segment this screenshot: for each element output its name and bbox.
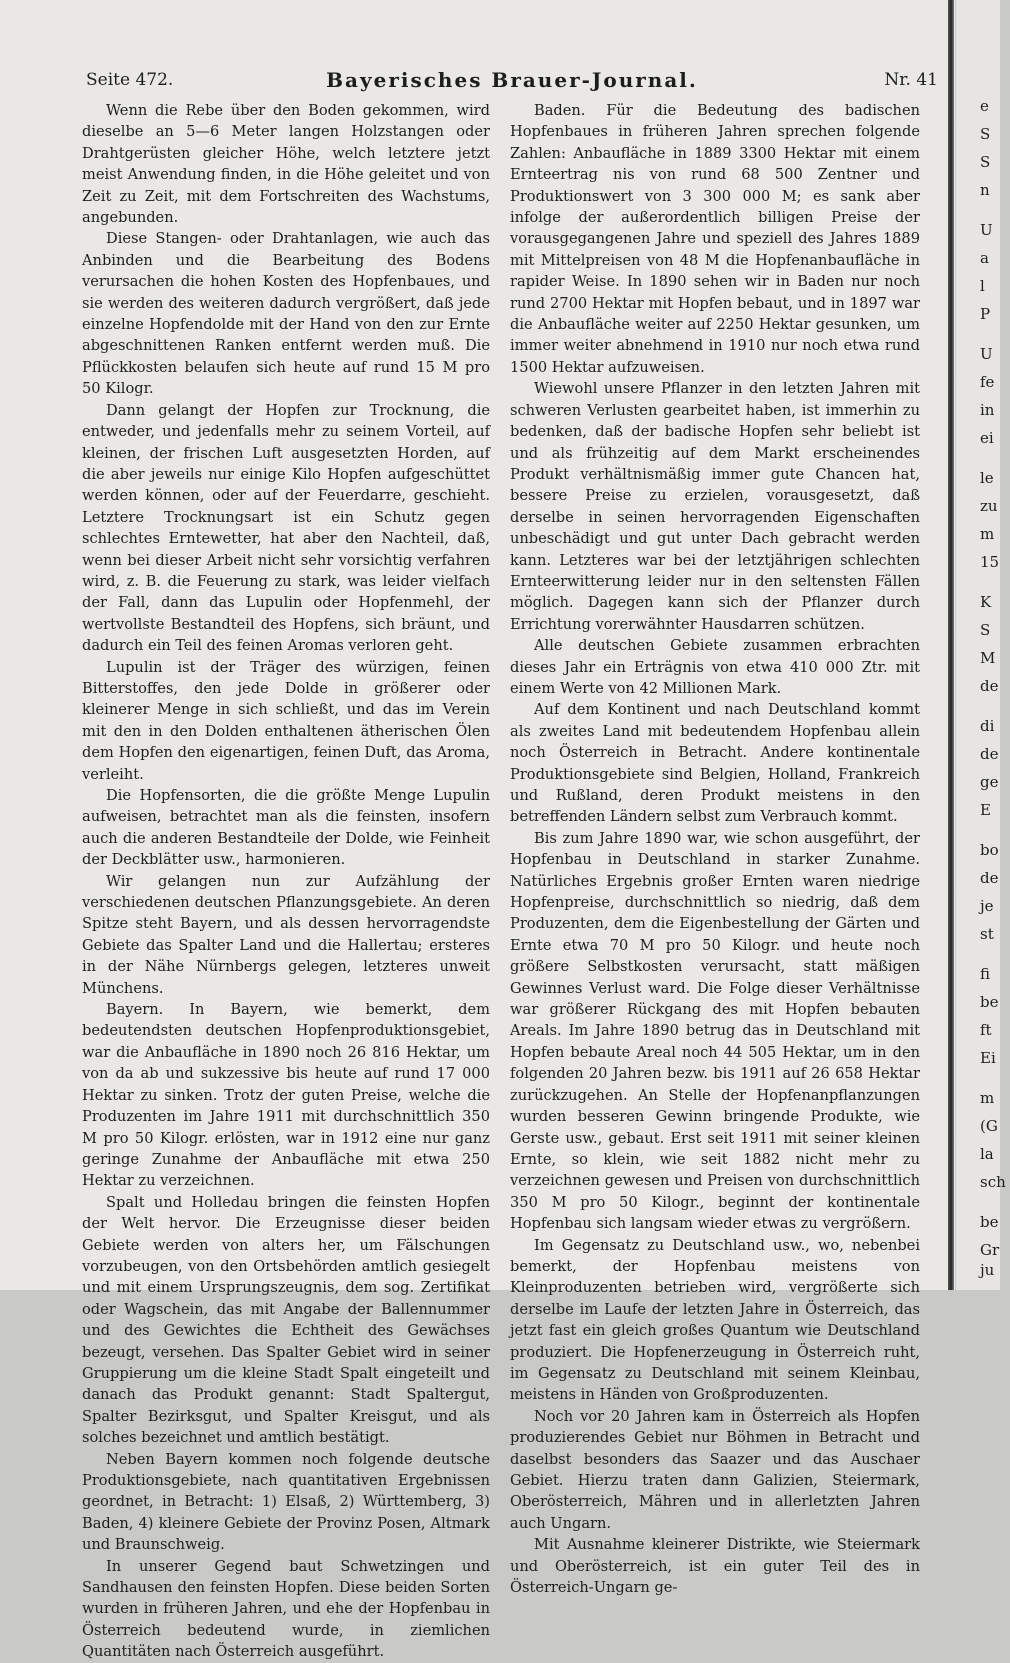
adjacent-page-fragment: Gr bbox=[980, 1241, 1000, 1259]
adjacent-page-fragment: di bbox=[980, 717, 995, 735]
paragraph: Neben Bayern kommen noch folgende deutsche Produktionsgebiete, nach quantitativen Ergebnissen geordnet, in Betracht: 1) Elsaß, 2) Württemberg, 3) Baden, 4) kleinere Gebiete der Provinz Posen, Altmark und Braunschweig. bbox=[82, 1450, 490, 1554]
adjacent-page-fragment: m bbox=[980, 1089, 995, 1107]
paragraph: Wiewohl unsere Pflanzer in den letzten Jahren mit schweren Verlusten gearbeitet haben, ist immerhin zu bedenken, daß der badische Hopfen sehr beliebt ist und als frühzeitig auf dem Markt erscheinendes Produkt verhältnismäßig immer gute Chancen hat, bessere Preise zu erzielen, vorausgesetzt, daß derselbe in seinen hervorragenden Eigenschaften unbeschädigt und gut unter Dach gebracht werden kann. Letzteres war bei der letztjährigen schlechten Ernteerwitterung leider nur in den seltensten Fällen möglich. Dagegen kann sich der Pflanzer durch Errichtung vorerwähnter Hausdarren schützen. bbox=[510, 380, 920, 633]
adjacent-page-fragment: de bbox=[980, 869, 999, 887]
paragraph: Alle deutschen Gebiete zusammen erbrachten dieses Jahr ein Erträgnis von etwa 410 000 Ztr. mit einem Werte von 42 Millionen Mark. bbox=[510, 637, 920, 697]
paragraph: Lupulin ist der Träger des würzigen, feinen Bitterstoffes, den jede Dolde in größerer oder kleinerer Menge in sich schließt, und das im Verein mit den in den Dolden enthaltenen ätherischen Ölen dem Hopfen den eigenartigen, feinen Duft, das Aroma, verleiht. bbox=[82, 658, 490, 783]
issue-number: Nr. 41 bbox=[884, 70, 938, 90]
page-number: Seite 472. bbox=[86, 70, 174, 90]
adjacent-page-fragment: K bbox=[980, 593, 992, 611]
adjacent-page-fragment: ju bbox=[980, 1261, 995, 1279]
adjacent-page-fragment: in bbox=[980, 401, 995, 419]
adjacent-page-fragment: M bbox=[980, 649, 996, 667]
adjacent-page-fragment: P bbox=[980, 305, 991, 323]
adjacent-page-fragment: fe bbox=[980, 373, 995, 391]
adjacent-page-fragment: l bbox=[980, 277, 985, 295]
adjacent-page-fragment: sch bbox=[980, 1173, 1006, 1191]
adjacent-page-fragment: ge bbox=[980, 773, 999, 791]
adjacent-page-fragment: Ei bbox=[980, 1049, 996, 1067]
adjacent-page-fragment: U bbox=[980, 221, 993, 239]
adjacent-page-fragment: a bbox=[980, 249, 989, 267]
adjacent-page-fragment: bo bbox=[980, 841, 999, 859]
adjacent-page-fragment: U bbox=[980, 345, 993, 363]
paragraph: Dann gelangt der Hopfen zur Trocknung, die entweder, und jedenfalls mehr zu seinem Vorteil, auf kleinen, der frischen Luft ausgesetzten Horden, auf die aber jeweils nur einige Kilo Hopfen aufgeschüttet werden können, oder auf der Feuerdarre, geschieht. Letztere Trocknungsart ist ein Schutz gegen schlechtes Erntewetter, hat aber den Nachteil, daß, wenn bei dieser Arbeit nicht sehr vorsichtig verfahren wird, z. B. die Feuerung zu stark, was leider vielfach der Fall, dann das Lupulin oder Hopfenmehl, der wertvollste Bestandteil des Hopfens, sich bräunt, und dadurch ein Teil des feinen Aromas verloren geht. bbox=[82, 401, 490, 655]
paragraph: Spalt und Holledau bringen die feinsten Hopfen der Welt hervor. Die Erzeugnisse dieser beiden Gebiete werden von alters her, um Fälschungen vorzubeugen, von den Ortsbehörden amtlich gesiegelt und mit einem Ursprungszeugnis, dem sog. Zertifikat oder Wagschein, das mit Angabe der Ballennummer und des Gewichtes die Echtheit des Gewächses bezeugt, versehen. Das Spalter Gebiet wird in seiner Gruppierung um die kleine Stadt Spalt eingeteilt und danach das Produkt genannt: Stadt Spaltergut, Spalter Bezirksgut, und Spalter Kreisgut, und als solches bezeichnet und amtlich bestätigt. bbox=[82, 1193, 490, 1447]
journal-title: Bayerisches Brauer-Journal. bbox=[326, 68, 698, 92]
paragraph: Wir gelangen nun zur Aufzählung der verschiedenen deutschen Pflanzungsgebiete. An deren Spitze steht Bayern, und als dessen hervorragendste Gebiete das Spalter Land und die Hallertau; ersteres in der Nähe Nürnbergs gelegen, letzteres unweit Münchens. bbox=[82, 872, 490, 997]
paragraph: Wenn die Rebe über den Boden gekommen, wird dieselbe an 5—6 Meter langen Holzstangen oder Drahtgerüsten gleicher Höhe, welch letztere jetzt meist Anwendung finden, in die Höhe geleitet und von Zeit zu Zeit, mit dem Fortschreiten des Wachstums, angebunden. bbox=[82, 102, 490, 227]
adjacent-page-fragment: le bbox=[980, 469, 994, 487]
paragraph: Mit Ausnahme kleinerer Distrikte, wie Steiermark und Oberösterreich, ist ein guter Teil des in Österreich-Ungarn ge- bbox=[510, 1536, 920, 1597]
right-column bbox=[510, 100, 920, 1598]
paragraph: Die Hopfensorten, die die größte Menge Lupulin aufweisen, betrachtet man als die feinsten, insofern auch die anderen Bestandteile der Dolde, wie Feinheit der Deckblätter usw., harmonieren. bbox=[82, 787, 490, 869]
adjacent-page-fragment: (G bbox=[980, 1117, 998, 1135]
adjacent-page-fragment: m bbox=[980, 525, 995, 543]
adjacent-page-fragment: de bbox=[980, 745, 999, 763]
adjacent-page-edge bbox=[956, 0, 1006, 1290]
page-header bbox=[86, 70, 938, 94]
adjacent-page-fragment: st bbox=[980, 925, 994, 943]
adjacent-page-fragment: de bbox=[980, 677, 999, 695]
adjacent-page-fragment: je bbox=[980, 897, 994, 915]
page-fold-shadow bbox=[948, 0, 954, 1290]
adjacent-page-fragment: 15 bbox=[980, 553, 1000, 571]
adjacent-page-fragment: S bbox=[980, 125, 991, 143]
adjacent-page-fragment: S bbox=[980, 621, 991, 639]
paragraph: Im Gegensatz zu Deutschland usw., wo, nebenbei bemerkt, der Hopfenbau meistens von Kleinproduzenten betrieben wird, vergrößerte sich derselbe im Laufe der letzten Jahre in Österreich, das jetzt fast ein gleich großes Quantum wie Deutschland produziert. Die Hopfenerzeugung in Österreich ruht, im Gegensatz zu Deutschland mit seinem Kleinbau, meistens in Händen von Großproduzenten. bbox=[510, 1236, 920, 1404]
paragraph: In unserer Gegend baut Schwetzingen und Sandhausen den feinsten Hopfen. Diese beiden Sorten wurden in früheren Jahren, und ehe der Hopfenbau in Österreich bedeutend wurde, in ziemlichen Quantitäten nach Österreich ausgeführt. bbox=[82, 1557, 490, 1661]
adjacent-page-fragment: E bbox=[980, 801, 991, 819]
adjacent-page-fragment: e bbox=[980, 97, 989, 115]
left-column bbox=[82, 100, 490, 1663]
paragraph: Noch vor 20 Jahren kam in Österreich als Hopfen produzierendes Gebiet nur Böhmen in Betracht und daselbst besonders das Saazer und das Auschaer Gebiet. Hierzu traten dann Galizien, Steiermark, Oberösterreich, Mähren und in allerletzten Jahren auch Ungarn. bbox=[510, 1407, 920, 1532]
adjacent-page-fragment: n bbox=[980, 181, 990, 199]
adjacent-page-fragment: fi bbox=[980, 965, 991, 983]
adjacent-page-fragment: S bbox=[980, 153, 991, 171]
adjacent-page-fragment: be bbox=[980, 1213, 999, 1231]
paragraph: Baden. Für die Bedeutung des badischen Hopfenbaues in früheren Jahren sprechen folgende Zahlen: Anbaufläche in 1889 3300 Hektar mit einem Ernteertrag nis von rund 68 500 Zentner und Produktionswert von 3 300 000 M; es sank aber infolge der außerordentlich billigen Preise der vorausgegangenen Jahre und speziell des Jahres 1889 mit Mittelpreisen von 48 M die Hopfenanbaufläche in rapider Weise. In 1890 sehen wir in Baden nur noch rund 2700 Hektar mit Hopfen bebaut, und in 1897 war die Anbaufläche weiter auf 2250 Hektar gesunken, um immer weiter abnehmend in 1910 nur noch etwa rund 1500 Hektar aufzuweisen. bbox=[510, 102, 920, 376]
adjacent-page-fragment: be bbox=[980, 993, 999, 1011]
paragraph: Bis zum Jahre 1890 war, wie schon ausgeführt, der Hopfenbau in Deutschland in starker Zunahme. Natürliches Ergebnis großer Ernten waren niedrige Hopfenpreise, durchschnittlich so niedrig, daß dem Produzenten, dem die Eigenbestellung der Gärten und Ernte etwa 70 M pro 50 Kilogr. und heute noch größere Selbstkosten verursacht, statt mäßigen Gewinnes Verlust ward. Die Folge dieser Verhältnisse war größerer Rückgang des mit Hopfen bebauten Areals. Im Jahre 1890 betrug das in Deutschland mit Hopfen bebaute Areal noch 44 505 Hektar, um in den folgenden 20 Jahren bezw. bis 1911 auf 26 658 Hektar zurückzugehen. An Stelle der Hopfenanpflanzungen wurden besseren Gewinn bringende Produkte, wie Gerste usw., gebaut. Erst seit 1911 mit seiner kleinen Ernte, so klein, wie seit 1882 nicht mehr zu verzeichnen gewesen und Preisen von durchschnittlich 350 M pro 50 Kilogr., beginnt der kontinentale Hopfenbau sich langsam wieder etwas zu vergrößern. bbox=[510, 829, 920, 1233]
adjacent-page-fragment: ft bbox=[980, 1021, 992, 1039]
adjacent-page-fragment: ei bbox=[980, 429, 994, 447]
adjacent-page-fragment: zu bbox=[980, 497, 998, 515]
paragraph: Bayern. In Bayern, wie bemerkt, dem bedeutendsten deutschen Hopfenproduktionsgebiet, war die Anbaufläche in 1890 noch 26 816 Hektar, um von da ab und sukzessive bis heute auf rund 17 000 Hektar zu sinken. Trotz der guten Preise, welche die Produzenten im Jahre 1911 mit durchschnittlich 350 M pro 50 Kilogr. erlösten, war in 1912 eine nur ganz geringe Zunahme der Anbaufläche mit etwa 250 Hektar zu verzeichnen. bbox=[82, 1001, 490, 1190]
adjacent-page-fragment: la bbox=[980, 1145, 994, 1163]
paragraph: Auf dem Kontinent und nach Deutschland kommt als zweites Land mit bedeutendem Hopfenbau allein noch Österreich in Betracht. Andere kontinentale Produktionsgebiete sind Belgien, Holland, Frankreich und Rußland, deren Produkt meistens in den betreffenden Ländern selbst zum Verbrauch kommt. bbox=[510, 701, 920, 826]
paragraph: Diese Stangen- oder Drahtanlagen, wie auch das Anbinden und die Bearbeitung des Bodens verursachen die hohen Kosten des Hopfenbaues, und sie werden des weiteren dadurch vergrößert, daß jede einzelne Hopfendolde mit der Hand von den zur Ernte abgeschnittenen Ranken entfernt werden muß. Die Pflückkosten belaufen sich heute auf rund 15 M pro 50 Kilogr. bbox=[82, 230, 490, 398]
